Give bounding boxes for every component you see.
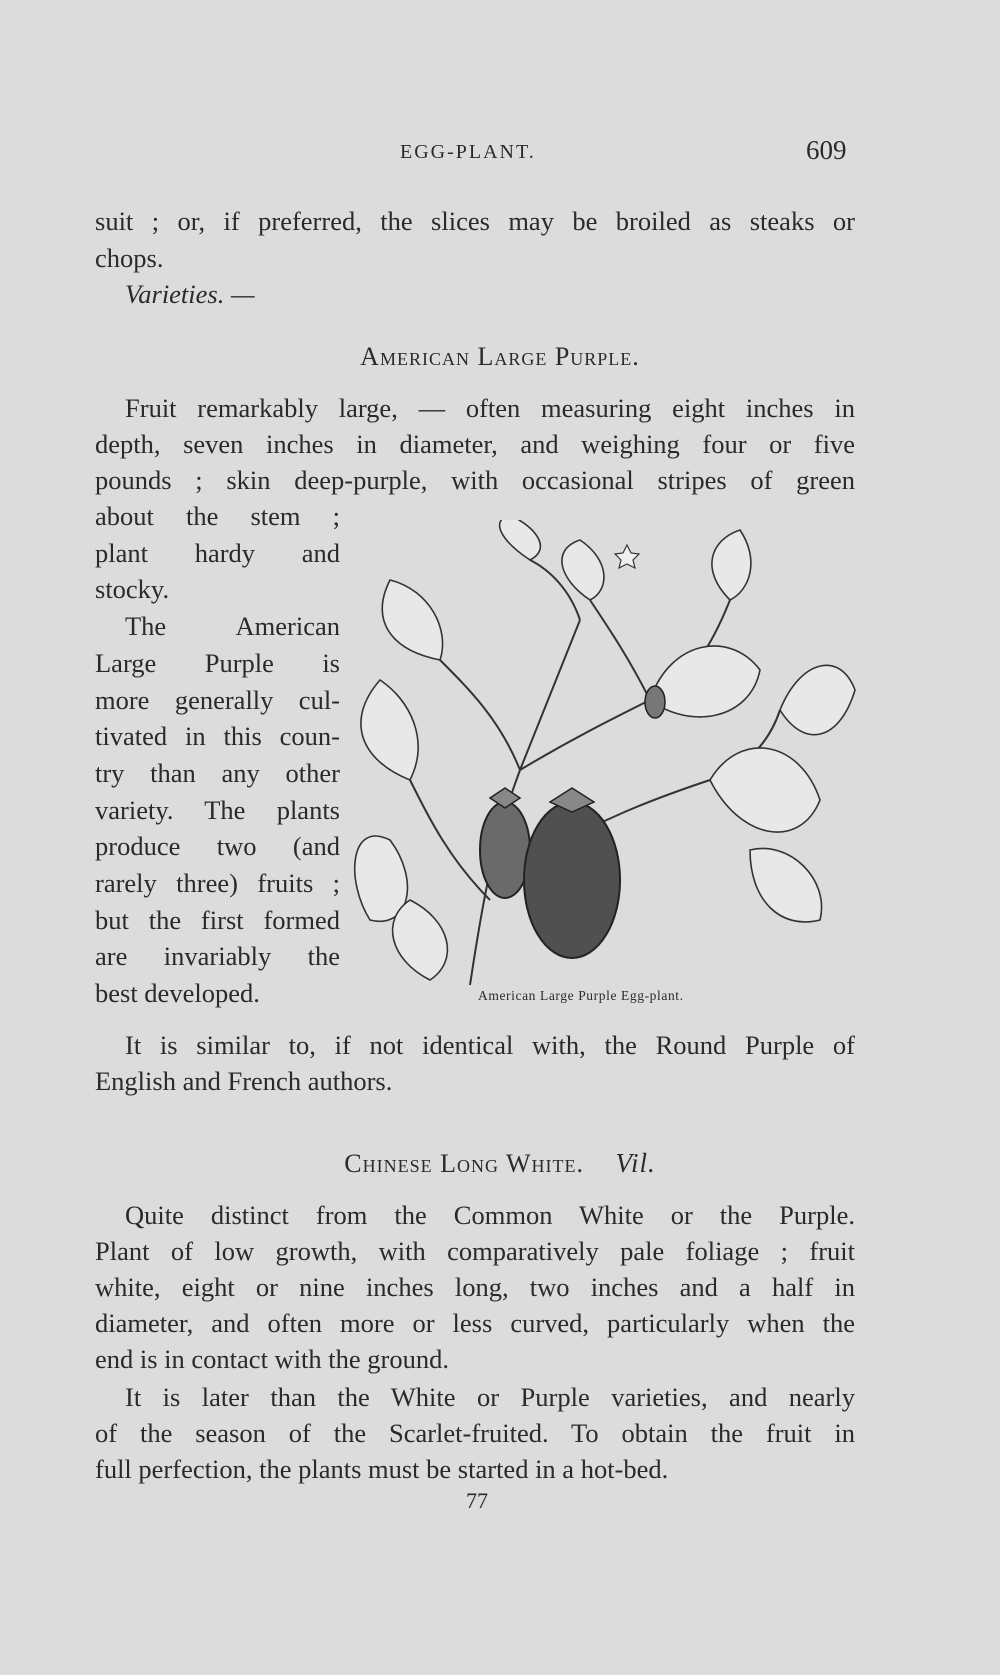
leaf [393, 900, 448, 980]
signature-mark: 77 [466, 1488, 488, 1513]
figure-caption: American Large Purple Egg-plant. [478, 988, 684, 1003]
leaf [650, 646, 760, 717]
eggplant-illustration [350, 520, 860, 985]
narrow-line: try than any other [95, 757, 340, 788]
narrow-line: rarely three) fruits ; [95, 868, 340, 899]
stem [440, 660, 520, 770]
leaf [712, 530, 751, 600]
section1-closing-1: It is similar to, if not identical with, the Round Purple of [125, 1030, 855, 1060]
intro-line-1: suit ; or, if preferred, the slices may be broiled as steaks or [95, 206, 855, 236]
section1-line-2: depth, seven inches in diameter, and weighing four or five [95, 429, 855, 459]
section1-line-1: Fruit remarkably large, — often measuring eight inches in [125, 393, 855, 423]
section2-p1-line-5: end is in contact with the ground. [95, 1344, 449, 1374]
stem [410, 780, 490, 900]
leaf [361, 680, 418, 780]
narrow-column [95, 498, 340, 1012]
narrow-line: variety. The plants [95, 794, 340, 825]
large-eggplant-fruit [524, 802, 620, 958]
narrow-line: stocky. [95, 574, 170, 605]
section2-p1-line-2: Plant of low growth, with comparatively pale foliage ; fruit [95, 1236, 855, 1266]
narrow-line: produce two (and [95, 831, 340, 862]
narrow-line: best developed. [95, 978, 260, 1009]
section2-p2-line-3: full perfection, the plants must be started in a hot-bed. [95, 1454, 669, 1484]
narrow-line: more generally cul- [95, 684, 340, 715]
small-eggplant-fruit [480, 802, 530, 898]
section2-p2-line-2: of the season of the Scarlet-fruited. To obtain the fruit in [95, 1418, 855, 1448]
leaf [710, 748, 820, 832]
narrow-line: The American [125, 611, 340, 642]
narrow-line: are invariably the [95, 941, 340, 972]
leaf [382, 580, 442, 660]
leaf [780, 665, 855, 734]
bud [645, 686, 665, 718]
narrow-line: about the stem ; [95, 501, 340, 531]
fruits [480, 545, 665, 958]
narrow-line: tivated in this coun- [95, 721, 340, 752]
leaf [500, 520, 541, 560]
section-heading-american-large-purple: American Large Purple. [360, 342, 640, 371]
heading-title: Chinese Long White. [344, 1149, 585, 1178]
narrow-line: Large Purple is [95, 647, 340, 678]
running-title: EGG-PLANT. [400, 141, 536, 163]
leaf [750, 848, 822, 921]
heading-abbrev: Vil. [615, 1148, 656, 1178]
section2-p2-line-1: It is later than the White or Purple varieties, and nearly [125, 1382, 855, 1412]
section1-closing-2: English and French authors. [95, 1066, 393, 1096]
leaf [562, 540, 604, 600]
page-number: 609 [806, 135, 847, 165]
intro-line-2: chops. [95, 243, 164, 273]
flower-icon [615, 545, 639, 568]
section2-p1-line-1: Quite distinct from the Common White or the Purple. [125, 1200, 855, 1230]
section2-p1-line-3: white, eight or nine inches long, two inches and a half in [95, 1272, 855, 1302]
stem [590, 600, 650, 700]
section2-p1-line-4: diameter, and often more or less curved, particularly when the [95, 1308, 855, 1338]
narrow-line: but the first formed [95, 904, 340, 935]
narrow-line: plant hardy and [95, 537, 340, 568]
section-heading-chinese-long-white [0, 1148, 1000, 1179]
varieties-label: Varieties. — [125, 279, 255, 309]
section1-line-3: pounds ; skin deep-purple, with occasional stripes of green [95, 465, 855, 495]
